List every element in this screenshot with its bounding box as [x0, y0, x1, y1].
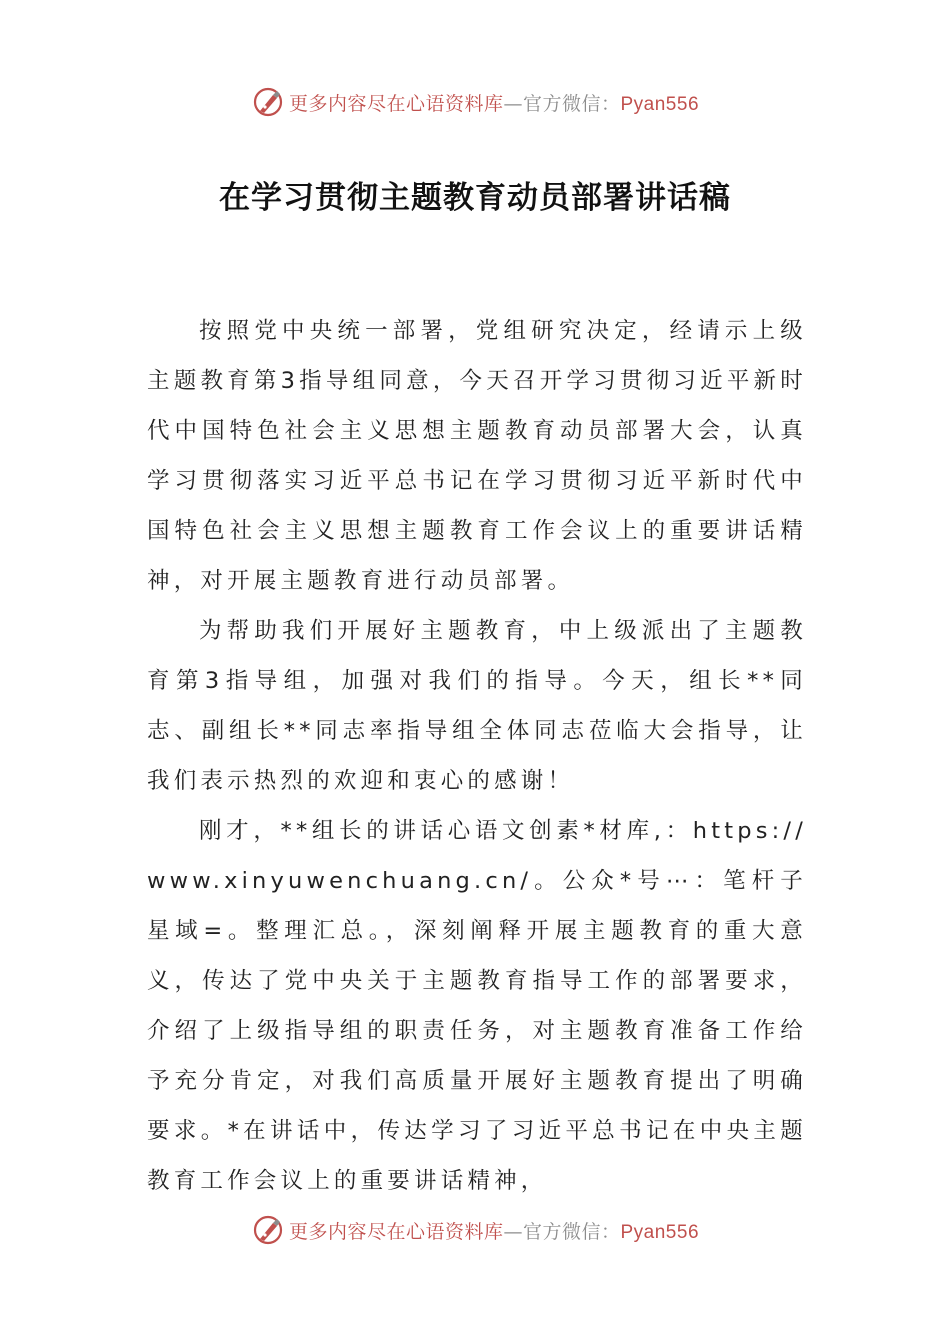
banner-wechat-label: 官方微信：	[522, 92, 621, 115]
paragraph-3: 刚才，**组长的讲话心语文创素*材库,：https://www.xinyuwenchuang.cn/。公众*号⋯：笔杆子星域=。整理汇总。，深刻阐释开展主题教育的重大意义，传达了党中央关于主题教育指导工作的部署要求，介绍了上级指导组的职责任务，对主题教育准备工作给予充分肯定，对我们高质量开展好主题教育提出了明确要求。*在讲话中，传达学习了习近平总书记在中央主题教育工作会议上的重要讲话精神，	[147, 818, 807, 1194]
banner-text	[289, 1217, 699, 1244]
pen-nib-logo-icon	[251, 85, 285, 119]
banner-site-name: 更多内容尽在心语资料库	[288, 92, 504, 115]
paragraph-2: 为帮助我们开展好主题教育，中上级派出了主题教育第3指导组，加强对我们的指导。今天，组长**同志、副组长**同志率指导组全体同志莅临大会指导，让我们表示热烈的欢迎和衷心的感谢！	[147, 618, 807, 794]
banner-site-name: 更多内容尽在心语资料库	[288, 1220, 504, 1243]
banner-text	[289, 89, 699, 116]
banner-wechat-id: Pyan556	[620, 1221, 700, 1243]
pen-nib-logo-icon	[251, 1213, 285, 1247]
banner-wechat-label: 官方微信：	[522, 1220, 621, 1243]
document-body	[147, 306, 807, 1206]
header-banner	[0, 82, 950, 122]
document-title: 在学习贯彻主题教育动员部署讲话稿	[219, 180, 731, 216]
banner-separator: —	[503, 1220, 523, 1243]
banner-wechat-id: Pyan556	[620, 93, 700, 115]
banner-separator: —	[503, 92, 523, 115]
footer-banner	[0, 1210, 950, 1250]
paragraph-1: 按照党中央统一部署，党组研究决定，经请示上级主题教育第3指导组同意，今天召开学习贯彻习近平新时代中国特色社会主义思想主题教育动员部署大会，认真学习贯彻落实习近平总书记在学习贯彻习近平新时代中国特色社会主义思想主题教育工作会议上的重要讲话精神，对开展主题教育进行动员部署。	[147, 318, 807, 594]
